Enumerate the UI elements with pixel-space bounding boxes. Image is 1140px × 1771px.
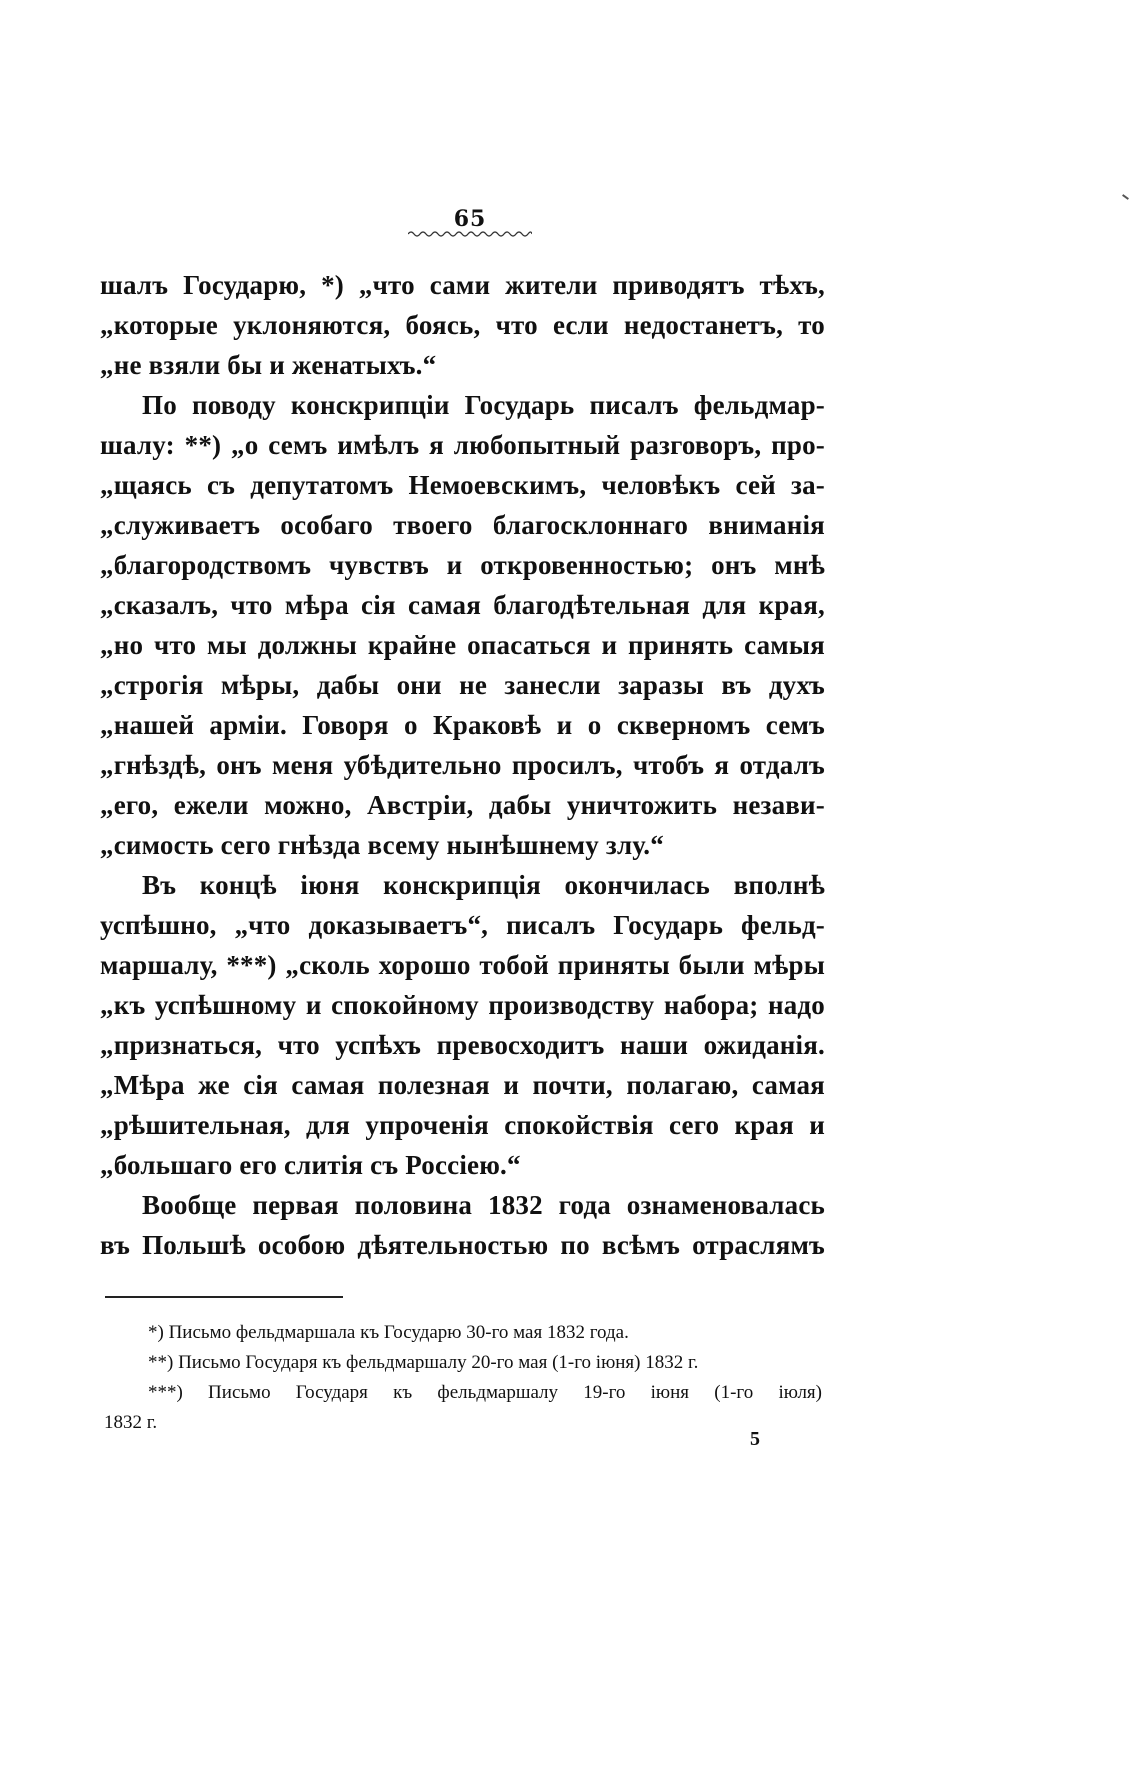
text-line: „сказалъ, что мѣра сія самая благодѣтельная для края, bbox=[100, 590, 825, 620]
text-line: „нашей арміи. Говоря о Краковѣ и о скверномъ семъ bbox=[100, 710, 825, 740]
footnote-line: **) Письмо Государя къ фельдмаршалу 20-го мая (1-го іюня) 1832 г. bbox=[148, 1352, 699, 1373]
text-line: „гнѣздѣ, онъ меня убѣдительно просилъ, чтобъ я отдалъ bbox=[100, 750, 825, 780]
text-line: „но что мы должны крайне опасаться и принять самыя bbox=[100, 630, 825, 660]
text-line: „не взяли бы и женатыхъ.“ bbox=[100, 350, 437, 380]
footnotes bbox=[104, 1318, 822, 1438]
footnote-rule bbox=[105, 1296, 343, 1298]
wavy-rule-ornament bbox=[408, 230, 532, 238]
text-line: „которые уклоняются, боясь, что если недостанетъ, то bbox=[100, 310, 825, 340]
text-line: По поводу конскрипціи Государь писалъ фельдмар- bbox=[142, 390, 825, 420]
text-line: шалъ Государю, *) „что сами жители приводятъ тѣхъ, bbox=[100, 270, 825, 300]
text-line: „симость сего гнѣзда всему нынѣшнему злу.“ bbox=[100, 830, 664, 860]
text-line: „благородствомъ чувствъ и откровенностью; онъ мнѣ bbox=[100, 550, 825, 580]
text-line: шалу: **) „о семъ имѣлъ я любопытный разговоръ, про- bbox=[100, 430, 825, 460]
text-line: Вообще первая половина 1832 года ознаменовалась bbox=[142, 1190, 825, 1220]
text-line: Въ концѣ іюня конскрипція окончилась вполнѣ bbox=[142, 870, 825, 900]
text-line: успѣшно, „что доказываетъ“, писалъ Государь фельд- bbox=[100, 910, 825, 940]
footnote-line: ***) Письмо Государя къ фельдмаршалу 19-го іюня (1-го іюля) bbox=[148, 1382, 822, 1403]
signature-mark: 5 bbox=[750, 1428, 760, 1450]
text-line: „строгія мѣры, дабы они не занесли заразы въ духъ bbox=[100, 670, 825, 700]
body-text bbox=[100, 265, 825, 1265]
text-line: „его, ежели можно, Австріи, дабы уничтожить незави- bbox=[100, 790, 825, 820]
text-line: „большаго его слитія съ Россіею.“ bbox=[100, 1150, 521, 1180]
footnote-line: 1832 г. bbox=[104, 1412, 158, 1433]
text-line: „къ успѣшному и спокойному производству набора; надо bbox=[100, 990, 825, 1020]
text-line: маршалу, ***) „сколь хорошо тобой приняты были мѣры bbox=[100, 950, 825, 980]
text-line: „щаясь съ депутатомъ Немоевскимъ, человѣкъ сей за- bbox=[100, 470, 825, 500]
text-line: въ Польшѣ особою дѣятельностью по всѣмъ отраслямъ bbox=[100, 1230, 825, 1260]
scan-speck bbox=[1122, 194, 1129, 200]
footnote-line: *) Письмо фельдмаршала къ Государю 30-го мая 1832 года. bbox=[148, 1322, 629, 1343]
page-number: 65 bbox=[453, 206, 487, 232]
text-line: „Мѣра же сія самая полезная и почти, полагаю, самая bbox=[100, 1070, 825, 1100]
text-line: „рѣшительная, для упроченія спокойствія сего края и bbox=[100, 1110, 825, 1140]
text-line: „служиваетъ особаго твоего благосклоннаго вниманія bbox=[100, 510, 825, 540]
text-line: „признаться, что успѣхъ превосходитъ наши ожиданія. bbox=[100, 1030, 825, 1060]
